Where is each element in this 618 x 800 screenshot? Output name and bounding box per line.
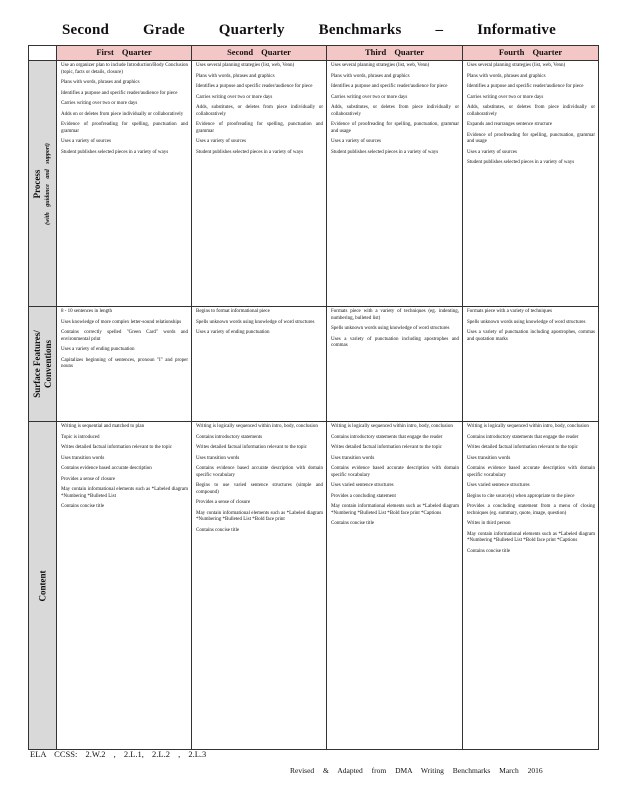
benchmark-item: Spells unknown words using knowledge of word structures [467,319,586,325]
row-label [32,330,54,398]
benchmark-item: Spells unknown words using knowledge of word structures [196,319,315,325]
row-sublabel-text: Conventions [42,339,53,389]
benchmark-item: May contain informational elements such as *Labeled diagram *Numbering *Bulleted List *Bold face print *Captions [467,531,595,543]
benchmark-item: Identifies a purpose and specific reader/audience for piece [331,84,448,89]
benchmark-item: Uses a variety of punctuation including apostrophes and commas [331,336,459,348]
benchmark-item: Begins to cite source(s) when appropriate to the piece [467,493,575,499]
benchmark-item: Adds, substitutes, or deletes from piece individually or collaboratively [467,105,595,117]
benchmark-item: Uses several planning strategies (list, web, Venn) [331,63,430,68]
benchmark-item: Contains concise title [61,504,105,509]
benchmark-item: Topic is introduced [61,434,100,440]
benchmark-item: Contains concise title [196,527,240,533]
benchmark-item: Contains evidence based accurate description with domain specific vocabulary [196,466,323,478]
row-sublabel-text: (with guidance and support) [44,142,51,225]
column-header-second-quarter: Second Quarter [192,46,327,61]
corner-cell [29,46,57,61]
benchmark-item: Provides a concluding statement from a menu of closing techniques (eg. summary, quote, image, question) [467,504,595,516]
benchmark-item: May contain informational elements such as *Labeled diagram *Numbering *Bulleted List [61,487,188,499]
benchmark-item: Writing is sequential and matched to plan [61,424,145,429]
benchmark-item: Begins to format informational piece [196,309,270,314]
benchmark-item: Carries writing over two or more days [61,101,138,106]
row-process [29,61,599,307]
benchmark-item: Expands and rearranges sentence structure [467,122,552,127]
benchmark-item: Plans with words, phrases and graphics [61,80,140,85]
header-row [29,46,599,61]
column-header-first-quarter: First Quarter [57,46,192,61]
benchmark-item: Uses varied sentence structures [467,483,530,488]
benchmark-item: Provides a concluding statement [331,493,396,499]
benchmark-item: Identifies a purpose and specific reader/audience for piece [196,84,313,89]
benchmark-cell [192,307,327,422]
benchmark-cell [327,422,463,750]
benchmark-item: Student publishes selected pieces in a variety of ways [196,149,304,155]
benchmark-item: Student publishes selected pieces in a variety of ways [467,160,575,165]
benchmark-item: Evidence of proofreading for spelling, punctuation and grammar [196,122,323,134]
benchmark-item: Uses a variety of sources [467,149,517,155]
benchmark-item: Uses a variety of ending punctuation [61,347,135,352]
benchmark-item: Identifies a purpose and specific reader/audience for piece [467,84,584,89]
benchmark-item: Spells unknown words using knowledge of word structures [331,326,450,331]
benchmark-item: Provides a sense of closure [196,500,251,505]
row-label-text: Content [37,570,47,601]
row-header-process [29,61,57,307]
benchmark-item: Plans with words, phrases and graphics [331,73,410,79]
row-label-text: Process [31,169,42,198]
benchmark-item: Contains evidence based accurate description [61,466,152,471]
benchmark-item: Evidence of proofreading for spelling, punctuation and grammar [61,122,188,134]
page-title: Second Grade Quarterly Benchmarks – Informative [62,22,556,38]
benchmark-item: Contains evidence based accurate description with domain specific vocabulary [467,466,595,478]
benchmark-item: Writing is logically sequenced within intro, body, conclusion [196,424,318,429]
row-header-surface-features [29,307,57,422]
benchmark-item: Contains evidence based accurate description with domain specific vocabulary [331,466,459,478]
credit-footer: Revised & Adapted from DMA Writing Benchmarks March 2016 [290,766,543,775]
benchmark-item: May contain informational elements such as *Labeled diagram *Numbering *Bulleted List *Bold face print [196,510,323,522]
benchmark-item: Begins to use varied sentence structures (simple and compound) [196,483,323,495]
benchmark-item: Plans with words, phrases and graphics [467,73,546,79]
benchmark-item: Uses knowledge of more complex letter-sound relationships [61,319,182,325]
benchmark-item: Provides a sense of closure [61,476,116,482]
benchmark-item: Contains concise title [467,548,511,554]
column-header-third-quarter: Third Quarter [327,46,463,61]
benchmark-item: Identifies a purpose and specific reader/audience for piece [61,90,178,96]
benchmark-item: Adds, substitutes, or deletes from piece individually or collaboratively [196,105,323,117]
benchmark-cell [327,61,463,307]
benchmark-item: Carries writing over two or more days [467,94,544,100]
benchmark-item: Writes detailed factual information relevant to the topic [467,445,579,450]
benchmarks-table [28,45,599,750]
row-label [32,143,54,225]
benchmark-item: Uses transition words [61,455,105,461]
benchmark-item: Formats piece with a variety of techniques [467,309,552,314]
benchmark-cell [463,422,599,750]
benchmark-item: Evidence of proofreading for spelling, punctuation, grammar and usage [331,122,459,134]
benchmark-cell [192,61,327,307]
benchmark-item: Writing is logically sequenced within intro, body, conclusion [467,424,589,429]
benchmark-cell [463,307,599,422]
benchmark-item: Plans with words, phrases and graphics [196,73,275,79]
benchmark-item: Student publishes selected pieces in a variety of ways [331,149,439,155]
row-content [29,422,599,750]
benchmark-item: Uses transition words [467,455,511,461]
benchmark-item: 8 - 10 sentences in length [61,309,112,314]
benchmark-item: Uses transition words [331,455,375,461]
row-header-content [29,422,57,750]
benchmark-item: Writes in third person [467,521,511,526]
standards-footer: ELA CCSS: 2.W.2 , 2.L.1, 2.L.2 , 2.L.3 [30,749,207,759]
benchmark-item: Uses a variety of sources [196,139,246,144]
row-label [37,570,48,601]
benchmark-cell [327,307,463,422]
benchmark-item: Uses transition words [196,455,240,461]
benchmark-item: May contain informational elements such as *Labeled diagram *Numbering *Bulleted List *Bold face print *Captions [331,504,459,516]
benchmark-item: Writes detailed factual information relevant to the topic [196,445,308,450]
benchmark-item: Contains introductory statements that engage the reader [331,434,443,440]
benchmark-item: Uses a variety of sources [331,139,381,144]
benchmark-item: Capitalizes beginning of sentences, pronoun "I" and proper nouns [61,357,188,369]
benchmark-item: Contains introductory statements that engage the reader [467,434,579,440]
benchmark-item: Adds, substitutes, or deletes from piece individually or collaboratively [331,105,459,117]
benchmark-item: Student publishes selected pieces in a variety of ways [61,149,169,155]
benchmark-item: Writing is logically sequenced within intro, body, conclusion [331,424,453,429]
benchmark-cell [57,422,192,750]
row-label-text: Surface Features/ [31,330,42,398]
benchmark-item: Uses a variety of punctuation including apostrophes, commas and quotation marks [467,330,595,342]
benchmark-cell [463,61,599,307]
benchmark-item: Evidence of proofreading for spelling, punctuation, grammar and usage [467,132,595,144]
benchmark-cell [192,422,327,750]
benchmark-item: Carries writing over two or more days [196,94,273,100]
benchmark-item: Contains concise title [331,521,375,526]
benchmark-item: Contains correctly spelled "Green Card" words and environmental print [61,330,188,342]
benchmark-item: Carries writing over two or more days [331,94,408,100]
benchmark-item: Uses several planning strategies (list, web, Venn) [467,63,566,68]
benchmark-item: Writes detailed factual information relevant to the topic [61,445,173,450]
row-surface-features [29,307,599,422]
benchmark-cell [57,307,192,422]
benchmark-item: Uses a variety of sources [61,139,111,144]
benchmark-item: Use an organizer plan to include Introduction/Body Conclusion (topic, facts or details, closure) [61,63,188,75]
benchmark-cell [57,61,192,307]
benchmark-item: Formats piece with a variety of techniques (eg. indenting, numbering, bulleted list) [331,309,459,321]
benchmark-item: Writes detailed factual information relevant to the topic [331,445,443,450]
benchmark-item: Contains introductory statements [196,434,263,440]
benchmark-item: Adds on or deletes from piece individually or collaboratively [61,111,184,117]
benchmark-item: Uses varied sentence structures [331,483,394,488]
column-header-fourth-quarter: Fourth Quarter [463,46,599,61]
benchmark-item: Uses several planning strategies (list, web, Venn) [196,63,295,68]
benchmark-item: Uses a variety of ending punctuation [196,330,270,335]
